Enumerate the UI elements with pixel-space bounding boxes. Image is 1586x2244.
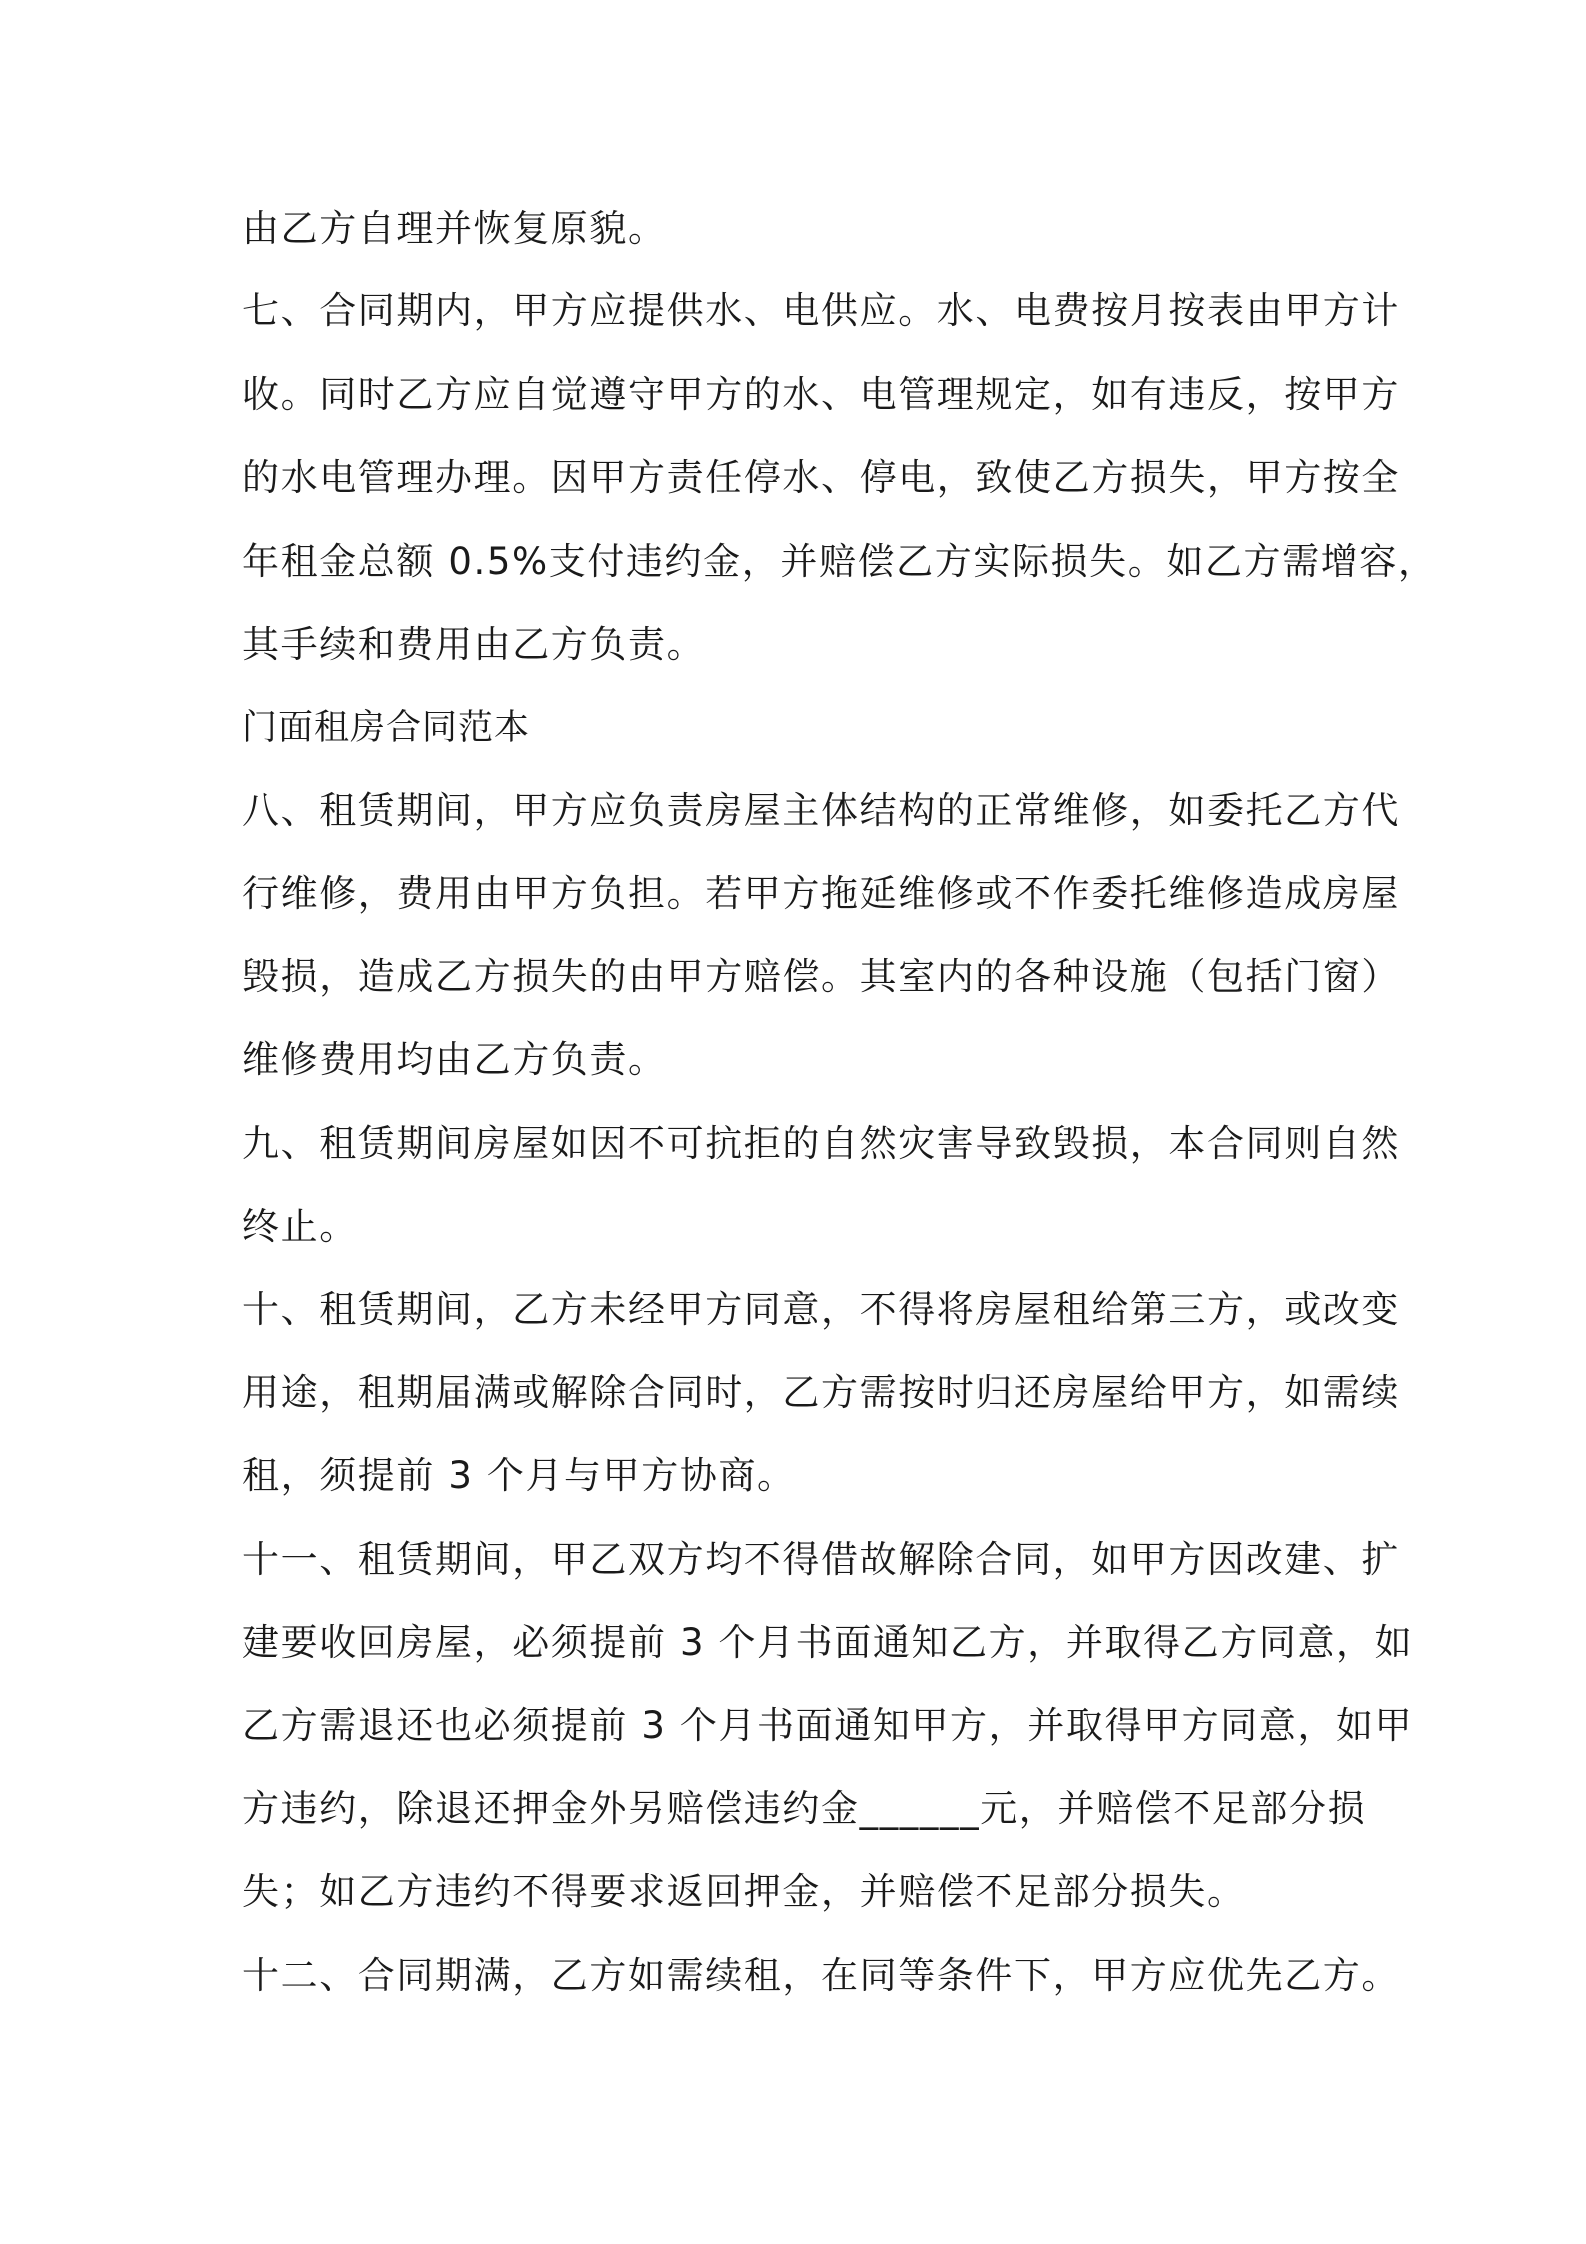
- section-heading: 门面租房合同范本: [242, 708, 531, 748]
- text-line: 毁损，造成乙方损失的由甲方赔偿。其室内的各种设施（包括门窗）: [242, 955, 1400, 998]
- text-line: 乙方需退还也必须提前 3 个月书面通知甲方，并取得甲方同意，如甲: [242, 1704, 1414, 1747]
- clause-11-line: 十一、租赁期间，甲乙双方均不得借故解除合同，如甲方因改建、扩: [242, 1538, 1400, 1581]
- text-line: 建要收回房屋，必须提前 3 个月书面通知乙方，并取得乙方同意，如: [242, 1621, 1414, 1664]
- text-line: 用途，租期届满或解除合同时，乙方需按时归还房屋给甲方，如需续: [242, 1371, 1400, 1414]
- clause-10-line: 十、租赁期间，乙方未经甲方同意，不得将房屋租给第三方，或改变: [242, 1288, 1400, 1331]
- clause-7-line: 七、合同期内，甲方应提供水、电供应。水、电费按月按表由甲方计: [242, 289, 1400, 332]
- text-line: 年租金总额 0.5%支付违约金，并赔偿乙方实际损失。如乙方需增容，: [242, 540, 1437, 583]
- text-line: 收。同时乙方应自觉遵守甲方的水、电管理规定，如有违反，按甲方: [242, 373, 1400, 416]
- text-line: 租，须提前 3 个月与甲方协商。: [242, 1454, 796, 1497]
- clause-12-line: 十二、合同期满，乙方如需续租，在同等条件下，甲方应优先乙方。: [242, 1954, 1400, 1997]
- text-line: 维修费用均由乙方负责。: [242, 1038, 667, 1081]
- text-line: 行维修，费用由甲方负担。若甲方拖延维修或不作委托维修造成房屋: [242, 872, 1400, 915]
- text-line: 失；如乙方违约不得要求返回押金，并赔偿不足部分损失。: [242, 1870, 1246, 1913]
- text-line: 由乙方自理并恢复原貌。: [242, 207, 667, 250]
- text-line: 其手续和费用由乙方负责。: [242, 623, 706, 666]
- clause-9-line: 九、租赁期间房屋如因不可抗拒的自然灾害导致毁损，本合同则自然: [242, 1122, 1400, 1165]
- text-line: 方违约，除退还押金外另赔偿违约金______元，并赔偿不足部分损: [242, 1787, 1367, 1830]
- text-line: 的水电管理办理。因甲方责任停水、停电，致使乙方损失，甲方按全: [242, 456, 1400, 499]
- clause-8-line: 八、租赁期间，甲方应负责房屋主体结构的正常维修，如委托乙方代: [242, 789, 1400, 832]
- text-line: 终止。: [242, 1205, 358, 1248]
